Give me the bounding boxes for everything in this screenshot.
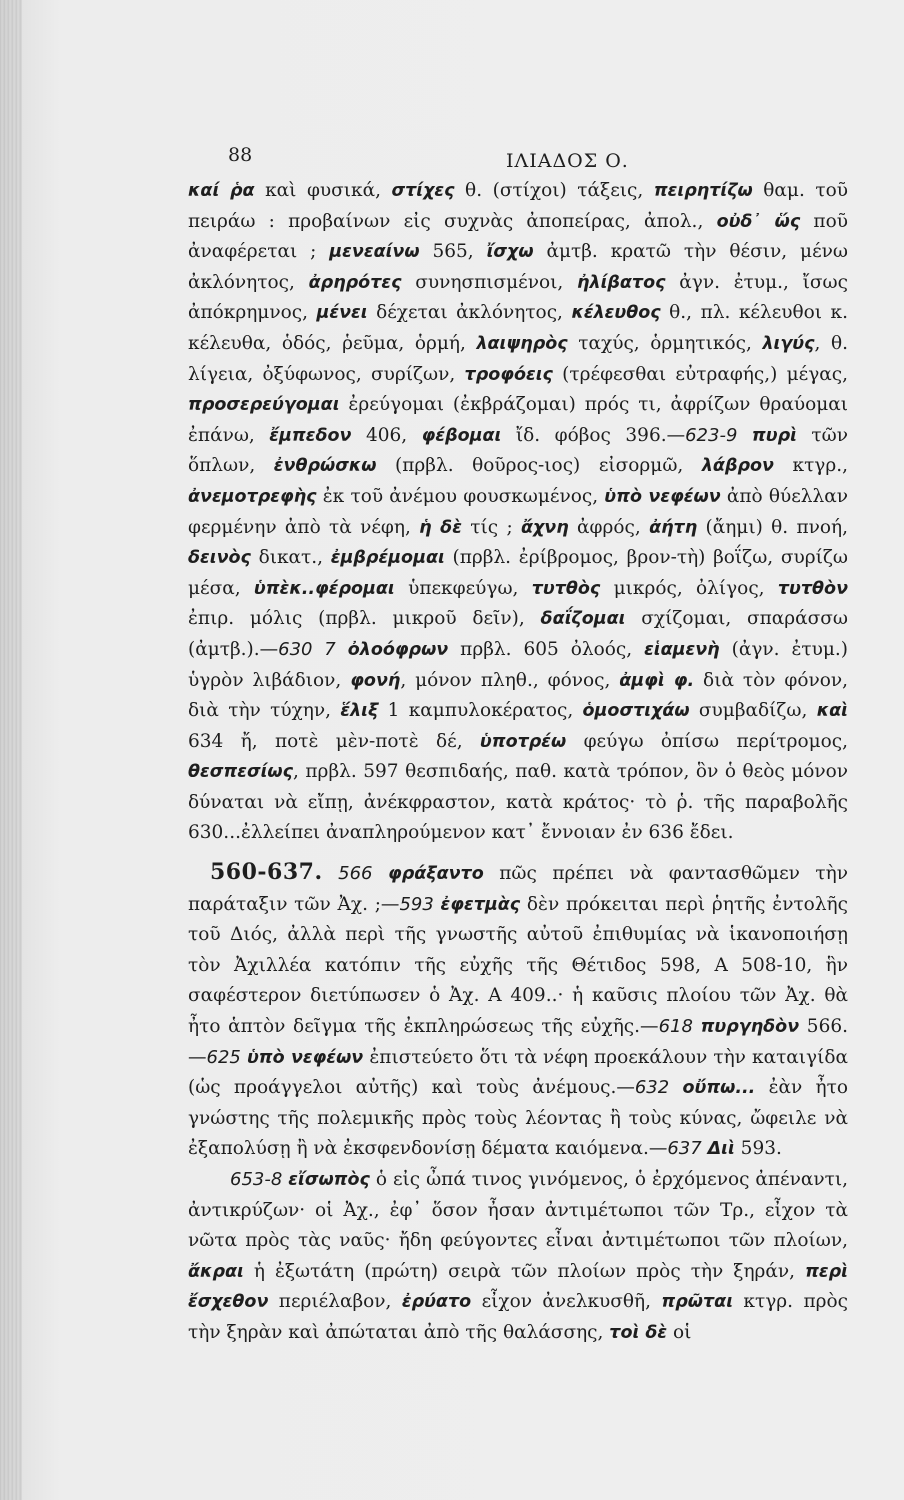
lemma: φέβομαι [421,425,502,446]
text-run: οἱ [667,1321,692,1343]
text-run: πρβλ. 605 ὀλοός, [448,638,645,660]
text-run: ὑπεκφεύγω, [394,577,532,599]
text-run: 634 ἤ, ποτὲ μὲν-ποτὲ δέ, [188,730,480,752]
lemma: εἴσωπὸς [288,1170,370,1190]
lemma: λάβρον [701,456,774,477]
lemma: Διὶ [707,1139,735,1160]
verse-reference: 625 [206,1046,241,1068]
verse-reference: 630 7 [278,638,336,660]
lemma: πυργηδὸν [700,1017,800,1038]
page-header [188,140,848,176]
text-run: δέχεται ἀκλόνητος, [367,302,572,324]
commentary-paragraph-glossary [188,176,848,849]
text-run: συμβαδίζω, [689,700,817,722]
page-stack-edge [0,0,22,1500]
text-run: φεύγω ὀπίσω περίτρομος, [566,730,848,752]
lemma: ἀήτη [649,517,698,538]
lemma: ἄκραι [188,1261,244,1282]
lemma: ἀμφὶ φ. [619,670,695,691]
lemma: φράξαντο [388,864,484,885]
lemma: πρῶται [661,1292,734,1313]
text-run: 1 καμπυλοκέρατος, [378,700,583,722]
lemma: πειρητίζω [653,181,753,201]
commentary-paragraph-560-637 [188,857,848,1165]
lemma: φονή [350,670,401,691]
text-run [693,1016,701,1037]
text-run: (πρβλ. ἐρίβρομος, βρον-τὴ) βοΐζω, συρίζω μέσα, [188,547,848,599]
text-run: τίς ; [461,516,521,538]
text-run: περιέλαβον, [268,1291,402,1313]
text-run: (τρέφεσθαι εὐτραφής,) μέγας, [552,363,848,385]
text-run: ἐὰν ἦτο γνώστης τῆς πολεμικῆς πρὸς τοὺς λέοντας ἢ τοὺς κύνας, ὤφειλε νὰ ἐξαπολύσῃ ἢ νὰ ἐκσφενδονίσῃ δέματα καιόμενα.— [188,1077,848,1160]
lemma: πυρὶ [751,425,797,446]
lemma: ἄχνη [521,517,569,538]
verse-reference: 566 [338,863,373,885]
lemma: μένει [316,303,368,324]
text-run: ἐρεύγομαι (ἐκβράζομαι) πρός τι, ἀφρίζων θραύομαι ἐπάνω, [188,394,848,446]
lemma: τροφόεις [464,364,553,385]
lemma: δαΐζομαι [540,609,626,630]
text-run [669,1077,682,1098]
lemma: ἐμβρέμομαι [330,548,445,569]
verse-reference: 623-9 [685,424,738,446]
section-heading: 560-637. [210,859,323,886]
lemma: δεινὸς [188,548,251,569]
lemma: ὀλοόφρων [347,639,449,660]
text-run: (πρβλ. θοῦρος-ιος) εἰσορμῶ, [376,455,702,477]
lemma: θεσπεσίως [188,762,294,783]
page-number: 88 [228,144,253,166]
lemma: ἴσχω [486,242,534,263]
verse-reference: 632 [634,1077,670,1099]
running-title: ΙΛΙΑΔΟΣ Ο. [506,150,629,172]
text-run: , μόνον πληθ., φόνος, [400,669,620,691]
lemma: ἀρηρότες [308,272,402,293]
text-run: διὰ τὸν φόνον, διὰ τὴν τύχην, [188,669,849,722]
lemma: ὁμοστιχάω [582,701,690,722]
lemma: ἀνεμοτρεφὴς [188,486,317,507]
lemma: ἠλίβατος [577,272,666,293]
text-run: ἴδ. φόβος 396.— [501,424,686,446]
text-run: 593. [734,1138,782,1160]
text-run: θαμ. τοῦ πειράω : προβαίνων εἰς συχνὰς ἀποπείρας, ἀπολ., [188,180,848,232]
text-run: , θ. λίγεια, ὀξύφωνος, συρίζων, [188,332,848,385]
text-run: μικρός, ὀλίγος, [600,577,778,599]
text-run: θ., πλ. κέλευθοι κ. κέλευθα, ὁδός, ῥεῦμα, ὁρμή, [188,302,848,354]
lemma: κέλευθος [571,303,661,324]
lemma: προσερεύγομαι [188,395,340,416]
verse-reference: 653-8 [230,1169,283,1190]
text-run: πῶς πρέπει νὰ φαντασθῶμεν τὴν παράταξιν τῶν Ἀχ. ;— [188,863,848,915]
lemma: τυτθὸν [777,578,848,599]
text-run: (ἀγν. ἐτυμ.) ὑγρὸν λιβάδιον, [188,638,848,691]
lemma: ἡ δὲ [419,517,462,538]
text-run: 565, [419,241,487,263]
text-run: δικατ., [250,547,331,569]
text-run: συνησπισμένοι, [401,271,578,293]
lemma: μενεαίνω [329,242,420,263]
text-run: 406, [351,424,422,446]
lemma: ὑπὸ νεφέων [246,1047,364,1068]
lemma: ὑποτρέω [479,731,567,752]
lemma: ὑπὲκ..φέρομαι [253,578,395,599]
text-run: ἐκ τοῦ ἀνέμου φουσκωμένος, [316,485,605,507]
lemma: ἐρύατο [401,1292,472,1313]
text-run: εἶχον ἀνελκυσθῆ, [471,1291,662,1313]
lemma: ὑπὸ νεφέων [604,486,721,507]
lemma: οὔπω... [682,1078,756,1099]
lemma: ἐφετμὰς [440,894,521,915]
text-run: (ἄημι) θ. πνοή, [697,516,848,538]
text-run: ἡ ἐξωτάτη (πρώτη) σειρὰ τῶν πλοίων πρὸς τὴν ξηράν, [243,1260,806,1282]
text-run [336,639,348,660]
text-run: ἀφρός, [568,516,650,538]
text-run [737,425,752,446]
text-run [434,894,441,915]
verse-reference: 593 [399,893,434,915]
text-run: 566.— [188,1016,848,1068]
text-run: , πρβλ. 597 θεσπιδαής, παθ. κατὰ τρόπον, ὃν ὁ θεὸς μόνον δύναται νὰ εἴπῃ, ἀνέκφραστον, κατὰ κράτος· τὸ ῥ. τῆς παραβολῆς 630...ἐλλείπει ἀναπληρούμενον κατ᾽ ἔννοιαν ἐν 636 ἔδει. [188,761,848,844]
lemma: καὶ [816,701,848,722]
text-run [323,863,339,884]
text-block [188,140,848,1349]
lemma: τυτθὸς [531,578,601,599]
text-run: ἀμτβ. κρατῶ τὴν θέσιν, μένω ἀκλόνητος, [188,241,848,293]
lemma: ἔμπεδον [269,425,352,446]
text-run: θ. (στίχοι) τάξεις, [454,180,654,201]
lemma: τοὶ δὲ [609,1322,668,1343]
lemma: στίχες [391,181,455,201]
lemma: εἱαμενὴ [644,639,720,660]
lemma: καί ῥα [188,181,255,201]
text-run: ποῦ ἀναφέρεται ; [188,210,848,263]
text-run: ὁ εἰς ὦπά τινος γινόμενος, ὁ ἐρχόμενος ἀπέναντι, ἀντικρύζων· οἱ Ἀχ., ἐφ᾽ ὅσον ἦσαν ἀντιμέτωποι τῶν Τρ., εἶχον τὰ νῶτα πρὸς τὰς ναῦς· ἤδη φεύγοντες εἶναι ἀντιμέτωποι τῶν πλοίων, [188,1169,848,1252]
text-run: καὶ φυσικά, [254,180,392,201]
text-run: τῶν ὅπλων, [188,424,848,477]
lemma: περὶ ἔσχεθον [188,1261,848,1313]
text-run: κτγρ. πρὸς τὴν ξηρὰν καὶ ἀπώταται ἀπὸ τῆς θαλάσσης, [188,1291,848,1343]
lemma: οὐδ᾽ ὥς [716,211,801,232]
text-run [373,863,389,884]
text-run: δὲν πρόκειται περὶ ῥητῆς ἐντολῆς τοῦ Διός, ἀλλὰ περὶ τῆς γνωστῆς αὐτοῦ ἐπιθυμίας νὰ ἱκανοποιήσῃ τὸν Ἀχιλλέα κατόπιν τῆς εὐχῆς τῆς Θέτιδος 598, Α 508-10, ἣν σαφέστερον διετύπωσεν ὁ Ἀχ. Α 409..· ἡ καῦσις πλοίου τῶν Ἀχ. θὰ ἦτο ἁπτὸν δεῖγμα τῆς ἐκπληρώσεως τῆς εὐχῆς.— [188,893,848,1038]
lemma: λαιψηρὸς [476,333,568,354]
text-run: ἐπιστεύετο ὅτι τὰ νέφη προεκάλουν τὴν καταιγίδα (ὡς προάγγελοι αὐτῆς) καὶ τοὺς ἀνέμους.— [188,1046,848,1099]
lemma: λιγύς [762,333,815,354]
lemma: ἐνθρώσκω [273,456,377,477]
text-run: σχίζομαι, σπαράσσω (ἀμτβ.).— [188,608,848,660]
text-run: ταχύς, ὁρμητικός, [567,332,763,354]
verse-reference: 637 [667,1138,702,1160]
lemma: ἕλιξ [340,701,379,722]
verse-reference: 618 [658,1016,693,1038]
commentary-paragraph-653-8 [188,1165,848,1349]
text-run: ἐπιρ. μόλις (πρβλ. μικροῦ δεῖν), [188,608,541,630]
text-run: ἀγν. ἐτυμ., ἴσως ἀπόκρημνος, [188,271,849,324]
text-run: ἀπὸ θύελλαν φερμένην ἀπὸ τὰ νέφη, [188,485,848,538]
text-run: κτγρ., [773,455,848,477]
